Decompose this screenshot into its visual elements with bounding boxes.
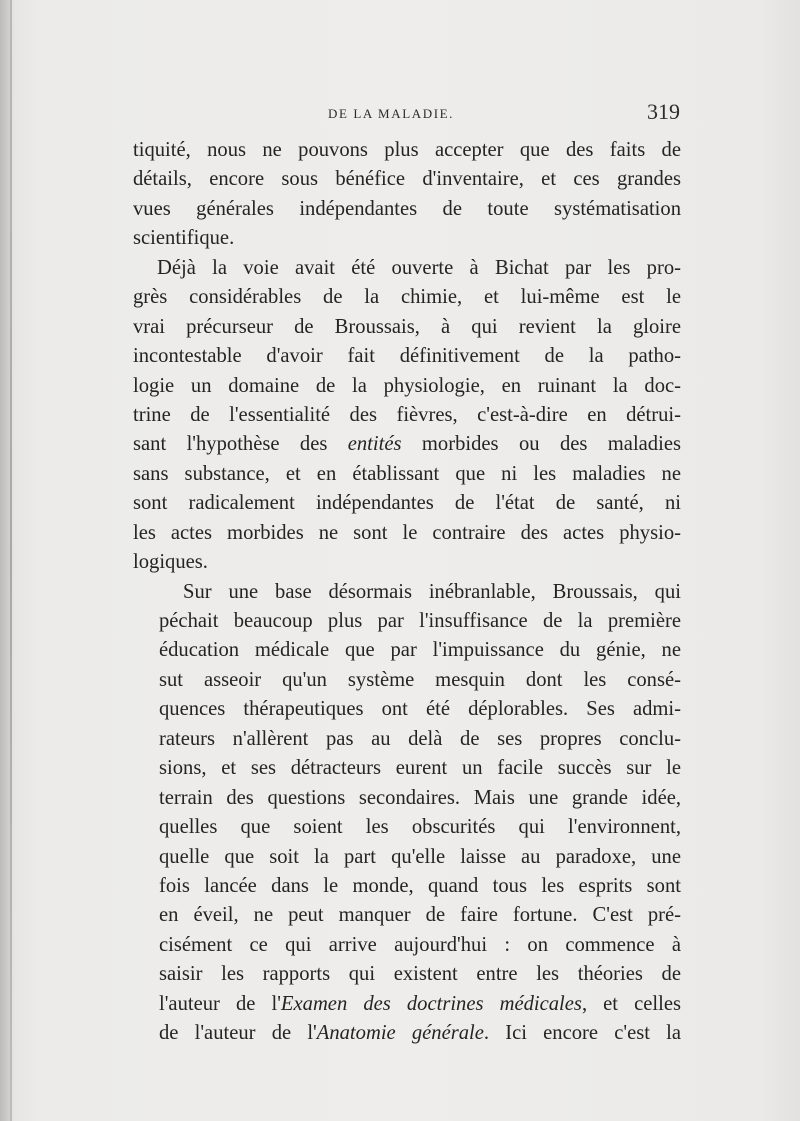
text-line: éducation médicale que par l'impuissance du génie, ne [159, 639, 681, 662]
text-line: quelle que soit la part qu'elle laisse au paradoxe, une [159, 845, 681, 868]
binding-shadow [0, 0, 10, 1121]
binding-edge [10, 0, 12, 1121]
text-line: sut asseoir qu'un système mesquin dont les consé- [159, 668, 681, 691]
italic-title: Examen des doctrines médicales [280, 992, 582, 1015]
text-run: de l'auteur de l' [159, 1022, 317, 1045]
page-header [135, 99, 680, 129]
text-line: incontestable d'avoir fait définitivement de la patho- [133, 345, 681, 368]
italic-term: entités [347, 433, 402, 456]
text-line: terrain des questions secondaires. Mais une grande idée, [159, 786, 681, 809]
text-line: trine de l'essentialité des fièvres, c'est-à-dire en détrui- [133, 403, 681, 426]
text-line [133, 430, 681, 459]
text-line: sont radicalement indépendantes de l'état de santé, ni [133, 492, 681, 515]
text-run: , et celles [581, 992, 681, 1015]
text-line: les actes morbides ne sont le contraire des actes physio- [133, 521, 681, 544]
text-run: l'auteur de l' [159, 992, 281, 1015]
text-run: sant l'hypothèse des [133, 433, 348, 456]
body-text [133, 136, 681, 1049]
text-line: fois lancée dans le monde, quand tous les esprits sont [159, 874, 681, 897]
text-line: tiquité, nous ne pouvons plus accepter que des faits de [133, 139, 681, 161]
running-title: DE LA MALADIE. [328, 106, 455, 121]
text-line: cisément ce qui arrive aujourd'hui : on commence à [159, 933, 681, 956]
second-paragraph [133, 578, 681, 1049]
text-line: Déjà la voie avait été ouverte à Bichat par les pro- [157, 256, 681, 279]
text-line [159, 1019, 681, 1048]
text-line: saisir les rapports qui existent entre les théories de [159, 963, 681, 986]
text-line: logie un domaine de la physiologie, en ruinant la doc- [133, 374, 681, 397]
text-line: vrai précurseur de Broussais, à qui revient la gloire [133, 315, 681, 338]
text-line: rateurs n'allèrent pas au delà de ses propres conclu- [159, 727, 681, 750]
text-line: sions, et ses détracteurs eurent un facile succès sur le [159, 757, 681, 780]
text-line: détails, encore sous bénéfice d'inventaire, et ces grandes [133, 168, 681, 191]
page-number: 319 [647, 99, 680, 124]
italic-title: Anatomie générale [316, 1022, 484, 1045]
text-run: . Ici encore c'est la [483, 1022, 681, 1045]
text-line: quences thérapeutiques ont été déplorables. Ses admi- [159, 698, 681, 721]
text-line: grès considérables de la chimie, et lui-même est le [133, 286, 681, 309]
text-line: sans substance, et en établissant que ni les maladies ne [133, 462, 681, 485]
text-line: en éveil, ne peut manquer de faire fortune. C'est pré- [159, 904, 681, 927]
text-line: logiques. [133, 551, 208, 574]
text-run: morbides ou des maladies [401, 433, 681, 456]
text-line [159, 990, 681, 1019]
text-line: péchait beaucoup plus par l'insuffisance de la première [159, 610, 681, 632]
text-line: Sur une base désormais inébranlable, Broussais, qui [183, 580, 681, 603]
text-line: vues générales indépendantes de toute systématisation [133, 197, 681, 220]
text-line: quelles que soient les obscurités qui l'environnent, [159, 816, 681, 839]
text-line: scientifique. [133, 227, 235, 250]
